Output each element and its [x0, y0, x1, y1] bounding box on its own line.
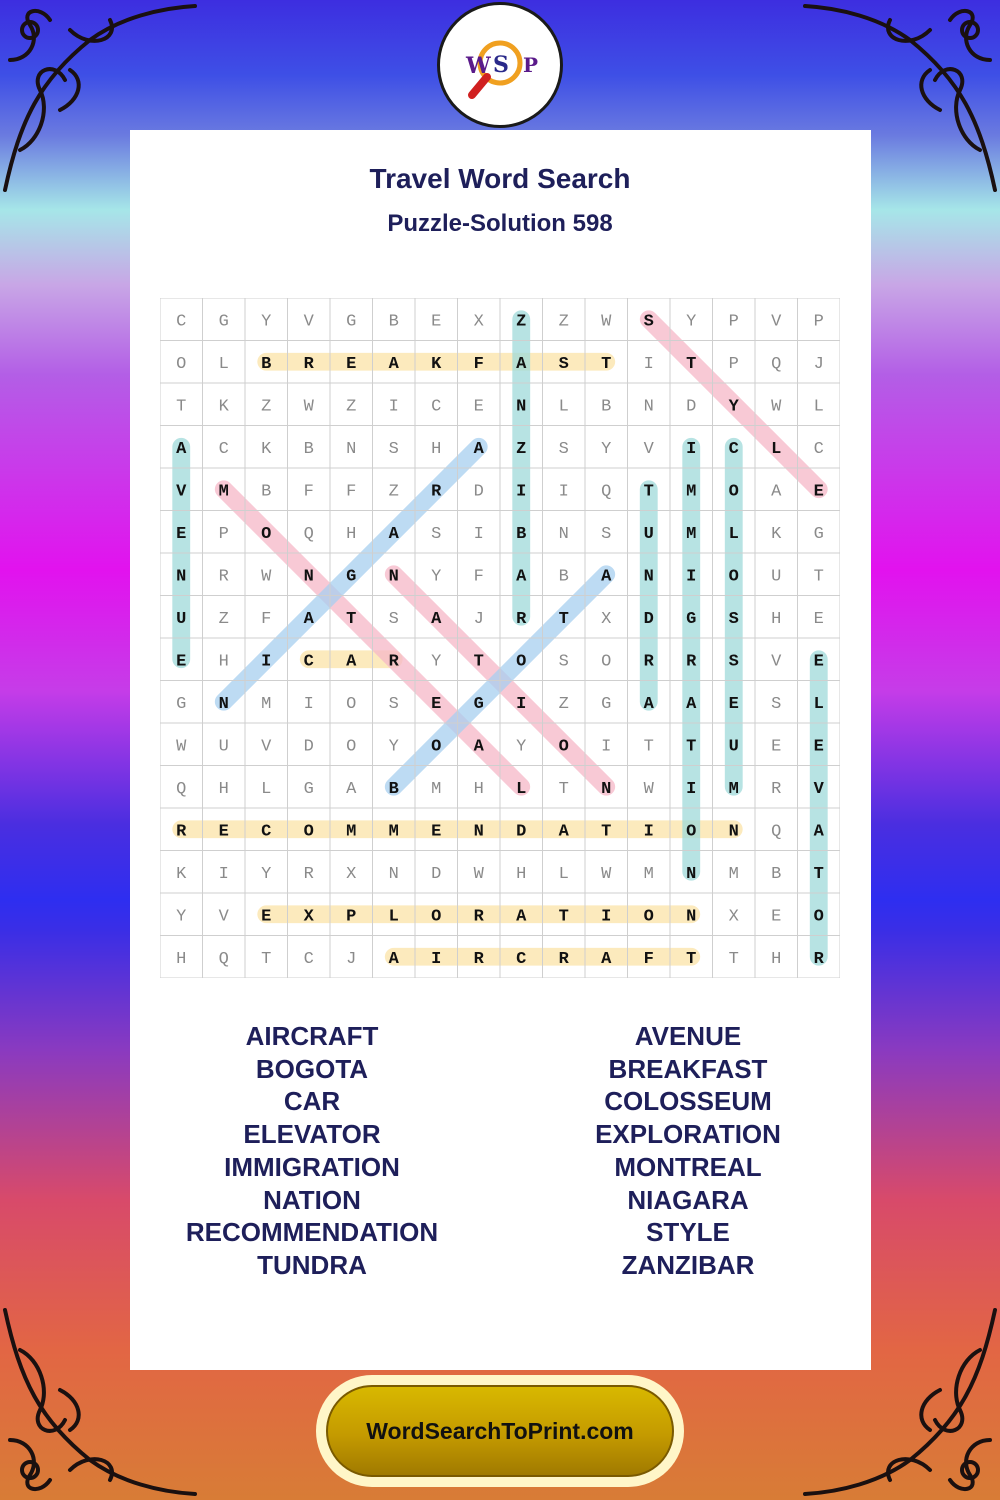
grid-letter: A: [686, 694, 697, 714]
grid-letter: N: [218, 694, 229, 714]
grid-letter: A: [601, 949, 612, 969]
grid-letter: H: [176, 949, 187, 969]
grid-letter: W: [601, 864, 612, 884]
grid-letter: V: [218, 907, 229, 927]
grid-letter: F: [643, 949, 654, 969]
grid-letter: W: [261, 567, 272, 587]
grid-letter: R: [473, 907, 484, 927]
grid-letter: Y: [261, 312, 272, 332]
grid-letter: N: [643, 397, 654, 417]
grid-letter: C: [813, 439, 824, 459]
grid-letter: A: [431, 609, 442, 629]
grid-letter: K: [431, 354, 442, 374]
grid-letter: Z: [558, 312, 569, 332]
grid-letter: E: [218, 822, 229, 842]
grid-letter: R: [516, 609, 527, 629]
grid-letter: K: [176, 864, 187, 884]
grid-letter: Y: [728, 397, 739, 417]
grid-letter: L: [558, 397, 569, 417]
grid-letter: A: [473, 737, 484, 757]
grid-letter: A: [473, 439, 484, 459]
grid-letter: O: [686, 822, 697, 842]
grid-letter: A: [558, 822, 569, 842]
grid-letter: S: [601, 524, 612, 544]
grid-letter: E: [728, 694, 739, 714]
grid-letter: G: [303, 779, 314, 799]
grid-letter: T: [813, 864, 824, 884]
grid-letter: U: [176, 609, 187, 629]
grid-letter: X: [728, 907, 739, 927]
grid-letter: I: [261, 652, 272, 672]
grid-letter: N: [346, 439, 357, 459]
grid-letter: W: [473, 864, 484, 884]
grid-letter: I: [686, 779, 697, 799]
grid-letter: Q: [303, 524, 314, 544]
word-list-item: NATION: [263, 1184, 361, 1215]
grid-letter: I: [303, 694, 314, 714]
grid-letter: G: [346, 312, 357, 332]
word-list-item: AVENUE: [634, 1021, 742, 1051]
grid-letter: B: [261, 482, 272, 502]
grid-letter: Y: [431, 567, 442, 587]
grid-letter: I: [601, 737, 612, 757]
grid-letter: K: [771, 524, 782, 544]
grid-letter: A: [388, 524, 399, 544]
grid-letter: C: [303, 652, 314, 672]
grid-letter: V: [643, 439, 654, 459]
grid-letter: S: [643, 312, 654, 332]
grid-letter: P: [728, 354, 739, 374]
grid-letter: R: [813, 949, 824, 969]
grid-letter: R: [176, 822, 187, 842]
grid-letter: O: [431, 907, 442, 927]
grid-letter: O: [346, 694, 357, 714]
grid-letter: V: [813, 779, 824, 799]
grid-letter: N: [686, 907, 697, 927]
word-list-item: ZANZIBAR: [621, 1249, 755, 1280]
puzzle-subtitle: Puzzle-Solution 598: [387, 210, 613, 237]
grid-letter: Y: [431, 652, 442, 672]
grid-letter: Y: [261, 864, 272, 884]
grid-letter: O: [813, 907, 824, 927]
grid-letter: V: [261, 737, 272, 757]
grid-letter: C: [218, 439, 229, 459]
grid-letter: H: [473, 779, 484, 799]
grid-letter: R: [388, 652, 399, 672]
grid-letter: E: [261, 907, 272, 927]
grid-letter: I: [643, 354, 654, 374]
grid-letter: T: [346, 609, 357, 629]
grid-letter: E: [176, 524, 187, 544]
grid-letter: R: [303, 864, 314, 884]
word-list-item: ELEVATOR: [243, 1119, 381, 1150]
grid-letter: O: [516, 652, 527, 672]
grid-letter: R: [771, 779, 782, 799]
grid-letter: H: [218, 652, 229, 672]
grid-letter: A: [813, 822, 824, 842]
grid-letter: Z: [558, 694, 569, 714]
grid-letter: L: [558, 864, 569, 884]
grid-letter: M: [728, 779, 739, 799]
grid-letter: J: [473, 609, 484, 629]
word-list-left: [152, 1020, 472, 1282]
grid-letter: V: [771, 312, 782, 332]
grid-letter: B: [558, 567, 569, 587]
word-list-item: CAR: [283, 1086, 341, 1117]
grid-letter: R: [431, 482, 442, 502]
grid-letter: V: [771, 652, 782, 672]
word-list-item: NIAGARA: [627, 1184, 749, 1215]
grid-letter: U: [728, 737, 739, 757]
grid-letter: P: [346, 907, 357, 927]
grid-letter: I: [218, 864, 229, 884]
grid-letter: W: [176, 737, 187, 757]
grid-letter: C: [176, 312, 187, 332]
grid-letter: R: [218, 567, 229, 587]
grid-letter: D: [431, 864, 442, 884]
grid-letter: E: [176, 652, 187, 672]
grid-letter: M: [261, 694, 272, 714]
grid-letter: W: [771, 397, 782, 417]
grid-letter: A: [516, 907, 527, 927]
grid-letter: O: [558, 737, 569, 757]
word-list-item: MONTREAL: [614, 1151, 762, 1182]
word-list-item: COLOSSEUM: [604, 1086, 772, 1117]
grid-letter: F: [473, 354, 484, 374]
grid-letter: T: [601, 822, 612, 842]
grid-letter: T: [601, 354, 612, 374]
grid-letter: A: [176, 439, 187, 459]
grid-letter: C: [728, 439, 739, 459]
grid-letter: O: [728, 482, 739, 502]
word-list-item: BOGOTA: [255, 1053, 369, 1084]
grid-letter: X: [346, 864, 357, 884]
grid-letter: L: [813, 397, 824, 417]
grid-letter: B: [388, 779, 399, 799]
grid-letter: N: [176, 567, 187, 587]
grid-letter: M: [346, 822, 357, 842]
grid-letter: T: [558, 609, 569, 629]
word-search-grid: [160, 298, 840, 978]
grid-letter: P: [218, 524, 229, 544]
grid-letter: O: [346, 737, 357, 757]
grid-letter: O: [303, 822, 314, 842]
logo-letter-w: W: [466, 53, 491, 79]
logo-letter-s: S: [493, 52, 509, 78]
grid-letter: N: [558, 524, 569, 544]
grid-letter: X: [303, 907, 314, 927]
grid-letter: W: [643, 779, 654, 799]
grid-letter: M: [686, 482, 697, 502]
grid-letter: O: [643, 907, 654, 927]
grid-letter: I: [601, 907, 612, 927]
grid-letter: T: [261, 949, 272, 969]
grid-letter: T: [558, 907, 569, 927]
grid-letter: V: [303, 312, 314, 332]
grid-letter: E: [813, 609, 824, 629]
grid-letter: Y: [176, 907, 187, 927]
grid-letter: I: [643, 822, 654, 842]
grid-letter: B: [771, 864, 782, 884]
grid-letter: A: [516, 354, 527, 374]
grid-letter: I: [686, 439, 697, 459]
grid-letter: T: [686, 737, 697, 757]
grid-letter: V: [176, 482, 187, 502]
word-list-item: TUNDRA: [257, 1249, 367, 1280]
grid-letter: J: [813, 354, 824, 374]
grid-letter: Q: [218, 949, 229, 969]
grid-letter: Q: [601, 482, 612, 502]
grid-letter: G: [473, 694, 484, 714]
grid-letter: E: [771, 907, 782, 927]
grid-letter: N: [643, 567, 654, 587]
grid-letter: T: [686, 949, 697, 969]
grid-letter: H: [431, 439, 442, 459]
grid-letter: N: [473, 822, 484, 842]
grid-letter: G: [218, 312, 229, 332]
grid-letter: B: [303, 439, 314, 459]
grid-letter: E: [813, 652, 824, 672]
grid-letter: Y: [601, 439, 612, 459]
grid-letter: P: [813, 312, 824, 332]
logo-letter-p: P: [523, 53, 539, 77]
grid-letter: B: [601, 397, 612, 417]
grid-letter: Z: [346, 397, 357, 417]
grid-letter: B: [261, 354, 272, 374]
grid-letter: N: [303, 567, 314, 587]
grid-letter: M: [388, 822, 399, 842]
grid-letter: E: [346, 354, 357, 374]
grid-letter: K: [218, 397, 229, 417]
grid-letter: A: [516, 567, 527, 587]
grid-letter: O: [176, 354, 187, 374]
grid-letter: E: [813, 737, 824, 757]
grid-letter: K: [261, 439, 272, 459]
grid-letter: R: [303, 354, 314, 374]
grid-letter: I: [431, 949, 442, 969]
grid-letter: G: [176, 694, 187, 714]
word-list-right: [528, 1020, 848, 1282]
grid-letter: S: [388, 694, 399, 714]
grid-letter: U: [643, 524, 654, 544]
grid-letter: Y: [516, 737, 527, 757]
grid-letter: Z: [516, 312, 527, 332]
grid-letter: T: [728, 949, 739, 969]
grid-letter: M: [431, 779, 442, 799]
grid-letter: E: [431, 312, 442, 332]
grid-letter: G: [686, 609, 697, 629]
grid-letter: I: [558, 482, 569, 502]
grid-letter: P: [728, 312, 739, 332]
grid-letter: J: [346, 949, 357, 969]
grid-letter: C: [431, 397, 442, 417]
grid-letter: A: [388, 949, 399, 969]
site-button[interactable]: [316, 1375, 684, 1487]
grid-letter: S: [728, 609, 739, 629]
grid-letter: N: [686, 864, 697, 884]
grid-letter: R: [558, 949, 569, 969]
grid-letter: H: [771, 949, 782, 969]
grid-letter: C: [516, 949, 527, 969]
grid-letter: D: [303, 737, 314, 757]
grid-letter: O: [431, 737, 442, 757]
grid-letter: S: [771, 694, 782, 714]
grid-letter: I: [516, 694, 527, 714]
grid-letter: A: [601, 567, 612, 587]
grid-letter: R: [686, 652, 697, 672]
grid-letter: T: [558, 779, 569, 799]
grid-letter: Z: [261, 397, 272, 417]
grid-letter: S: [558, 354, 569, 374]
grid-letter: L: [261, 779, 272, 799]
grid-letter: G: [346, 567, 357, 587]
grid-letter: E: [431, 822, 442, 842]
site-label: WordSearchToPrint.com: [326, 1385, 674, 1477]
grid-letter: N: [728, 822, 739, 842]
grid-letter: C: [303, 949, 314, 969]
grid-letter: L: [771, 439, 782, 459]
word-list-item: EXPLORATION: [595, 1119, 781, 1150]
grid-letter: U: [218, 737, 229, 757]
grid-letter: Q: [176, 779, 187, 799]
grid-letter: F: [261, 609, 272, 629]
grid-letter: H: [218, 779, 229, 799]
grid-letter: D: [686, 397, 697, 417]
word-list-item: BREAKFAST: [608, 1053, 768, 1084]
grid-letter: L: [728, 524, 739, 544]
grid-letter: A: [303, 609, 314, 629]
wsp-logo[interactable]: [437, 2, 563, 128]
grid-letter: A: [771, 482, 782, 502]
grid-letter: Y: [686, 312, 697, 332]
grid-letter: E: [813, 482, 824, 502]
grid-letter: S: [558, 652, 569, 672]
grid-canvas: [160, 298, 840, 978]
grid-letter: B: [516, 524, 527, 544]
grid-letter: H: [771, 609, 782, 629]
word-list-item: STYLE: [646, 1217, 730, 1248]
grid-letter: G: [813, 524, 824, 544]
grid-letter: I: [686, 567, 697, 587]
grid-letter: T: [473, 652, 484, 672]
grid-letter: A: [643, 694, 654, 714]
grid-letter: Z: [388, 482, 399, 502]
grid-letter: O: [601, 652, 612, 672]
grid-letter: I: [473, 524, 484, 544]
grid-letter: T: [643, 737, 654, 757]
grid-letter: N: [388, 864, 399, 884]
grid-letter: A: [346, 779, 357, 799]
grid-letter: Z: [516, 439, 527, 459]
grid-letter: I: [516, 482, 527, 502]
grid-letter: S: [728, 652, 739, 672]
grid-letter: S: [388, 609, 399, 629]
grid-letter: T: [813, 567, 824, 587]
grid-letter: H: [516, 864, 527, 884]
grid-letter: S: [431, 524, 442, 544]
grid-letter: S: [388, 439, 399, 459]
grid-letter: E: [473, 397, 484, 417]
grid-letter: N: [516, 397, 527, 417]
grid-letter: Q: [771, 822, 782, 842]
grid-letter: G: [601, 694, 612, 714]
grid-letter: I: [388, 397, 399, 417]
grid-letter: M: [218, 482, 229, 502]
word-list-item: AIRCRAFT: [245, 1021, 379, 1051]
grid-letter: D: [643, 609, 654, 629]
grid-letter: A: [388, 354, 399, 374]
grid-letter: O: [261, 524, 272, 544]
grid-letter: U: [771, 567, 782, 587]
grid-letter: R: [473, 949, 484, 969]
grid-letter: Y: [388, 737, 399, 757]
grid-letter: X: [601, 609, 612, 629]
grid-letter: L: [813, 694, 824, 714]
grid-letter: A: [346, 652, 357, 672]
grid-letter: D: [473, 482, 484, 502]
grid-letter: C: [261, 822, 272, 842]
grid-letter: M: [643, 864, 654, 884]
grid-letter: W: [601, 312, 612, 332]
grid-letter: R: [643, 652, 654, 672]
grid-letter: W: [303, 397, 314, 417]
grid-letter: F: [346, 482, 357, 502]
grid-letter: Z: [218, 609, 229, 629]
grid-letter: E: [431, 694, 442, 714]
grid-letter: M: [686, 524, 697, 544]
grid-letter: L: [388, 907, 399, 927]
grid-letter: B: [388, 312, 399, 332]
grid-letter: T: [643, 482, 654, 502]
puzzle-title: Travel Word Search: [369, 163, 631, 194]
grid-letter: T: [686, 354, 697, 374]
grid-letter: M: [728, 864, 739, 884]
grid-letter: F: [473, 567, 484, 587]
grid-letter: T: [176, 397, 187, 417]
word-list-item: RECOMMENDATION: [185, 1217, 439, 1248]
grid-letter: X: [473, 312, 484, 332]
grid-letter: L: [218, 354, 229, 374]
grid-letter: D: [516, 822, 527, 842]
grid-letter: O: [728, 567, 739, 587]
word-list-item: IMMIGRATION: [224, 1151, 400, 1182]
grid-letter: Q: [771, 354, 782, 374]
grid-letter: N: [388, 567, 399, 587]
grid-letter: E: [771, 737, 782, 757]
grid-letter: S: [558, 439, 569, 459]
grid-letter: N: [601, 779, 612, 799]
grid-letter: F: [303, 482, 314, 502]
grid-letter: L: [516, 779, 527, 799]
grid-letter: H: [346, 524, 357, 544]
